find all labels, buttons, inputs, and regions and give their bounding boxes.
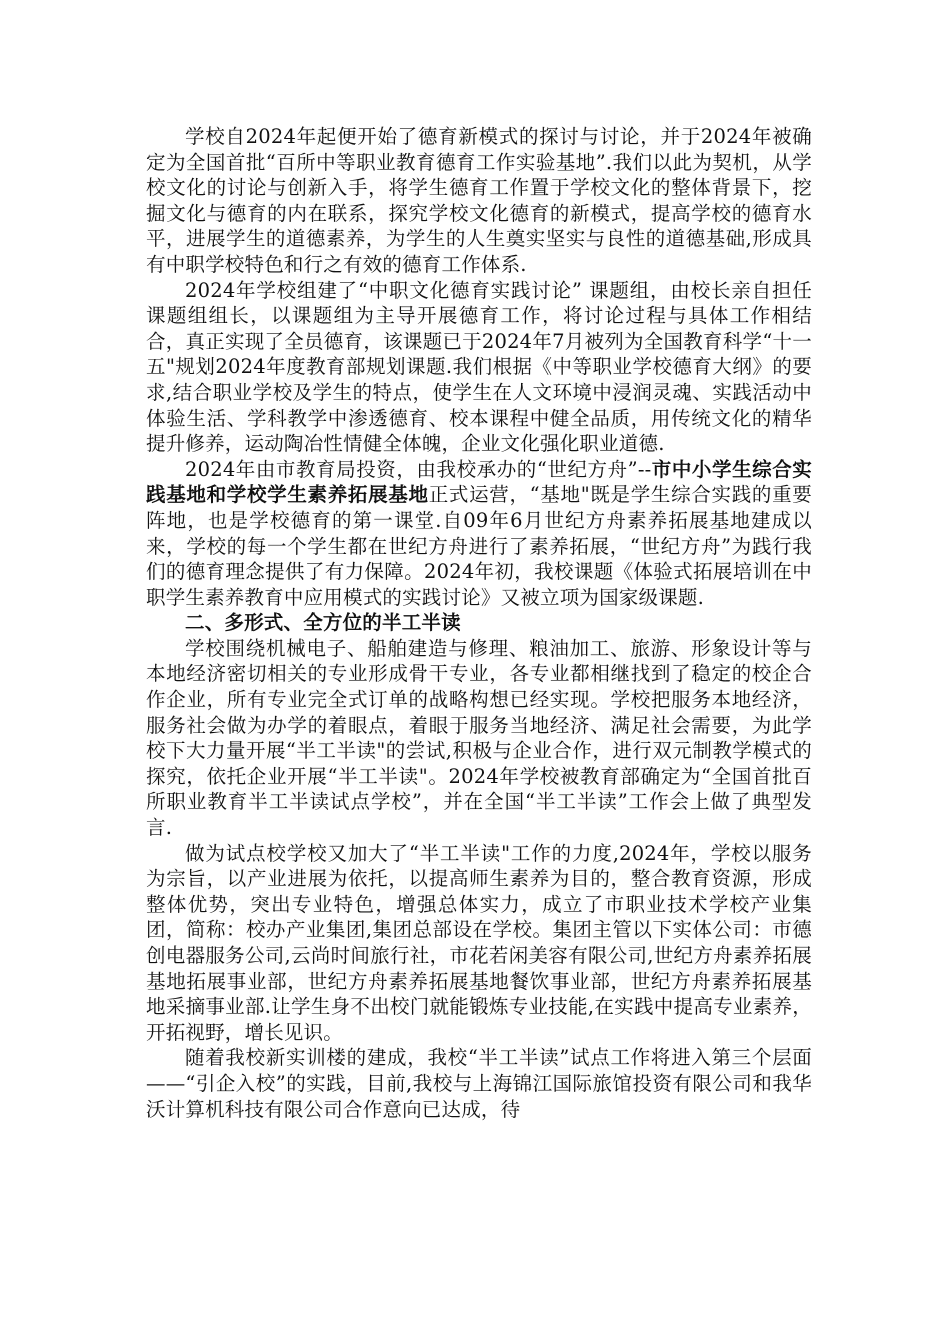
paragraph-2: 2024年学校组建了“中职文化德育实践讨论” 课题组，由校长亲自担任课题组组长，以课题组为主导开展德育工作，将讨论过程与具体工作相结合，真正实现了全员德育，该课题已于2024年7月被列为全国教育科学“十一五"规划2024年度教育部规划课题.我们根据《中等职业学校德育大纲》的要求,结合职业学校及学生的特点，使学生在人文环境中浸润灵魂、实践活动中体验生活、学科教学中渗透德育、校本课程中健全品质，用传统文化的精华提升修养，运动陶冶性情健全体魄，企业文化强化职业道德. <box>146 278 812 456</box>
paragraph-3-rest: 正式运营，“基地"既是学生综合实践的重要阵地，也是学校德育的第一课堂.自09年6月世纪方舟素养拓展基地建成以来，学校的每一个学生都在世纪方舟进行了素养拓展，“世纪方舟”为践行我们的德育理念提供了有力保障。2024年初，我校课题《体验式拓展培训在中职学生素养教育中应用模式的实践讨论》又被立项为国家级课题. <box>146 483 812 609</box>
section-heading: 二、多形式、全方位的半工半读 <box>185 611 461 635</box>
paragraph-1: 学校自2024年起便开始了德育新模式的探讨与讨论，并于2024年被确定为全国首批“百所中等职业教育德育工作实验基地”.我们以此为契机，从学校文化的讨论与创新入手，将学生德育工作置于学校文化的整体背景下，挖掘文化与德育的内在联系，探究学校文化德育的新模式，提高学校的德育水平，进展学生的道德素养，为学生的人生奠实坚实与良性的道德基础,形成具有中职学校特色和行之有效的德育工作体系. <box>146 125 812 276</box>
paragraph-3 <box>146 457 812 611</box>
paragraph-3-lead: 2024年由市教育局投资，由我校承办的“世纪方舟”-- <box>185 457 652 481</box>
paragraph-6: 随着我校新实训楼的建成，我校“半工半读”试点工作将进入第三个层面——“引企入校”的实践，目前,我校与上海锦江国际旅馆投资有限公司和我华沃计算机科技有限公司合作意向已达成，待 <box>146 1046 812 1121</box>
document-body <box>146 124 812 1122</box>
paragraph-5: 做为试点校学校又加大了“半工半读"工作的力度,2024年，学校以服务为宗旨，以产业进展为依托，以提高师生素养为目的，整合教育资源，形成整体优势，突出专业特色，增强总体实力，成立了市职业技术学校产业集团，简称：校办产业集团,集团总部设在学校。集团主管以下实体公司：市德创电器服务公司,云尚时间旅行社，市花若闲美容有限公司,世纪方舟素养拓展基地拓展事业部，世纪方舟素养拓展基地餐饮事业部，世纪方舟素养拓展基地采摘事业部.让学生身不出校门就能锻炼专业技能,在实践中提高专业素养，开拓视野，增长见识。 <box>146 841 812 1044</box>
paragraph-4: 学校围绕机械电子、船舶建造与修理、粮油加工、旅游、形象设计等与本地经济密切相关的专业形成骨干专业，各专业都相继找到了稳定的校企合作企业，所有专业完全式订单的战略构想已经实现。学校把服务本地经济，服务社会做为办学的着眼点，着眼于服务当地经济、满足社会需要，为此学校下大力量开展“半工半读"的尝试,积极与企业合作，进行双元制教学模式的探究，依托企业开展“半工半读"。2024年学校被教育部确定为“全国首批百所职业教育半工半读试点学校”，并在全国“半工半读”工作会上做了典型发言. <box>146 636 812 840</box>
paragraph-3-bold-phrase: 市中小学生综合实践基地和学校学生素养拓展基地 <box>146 457 812 507</box>
